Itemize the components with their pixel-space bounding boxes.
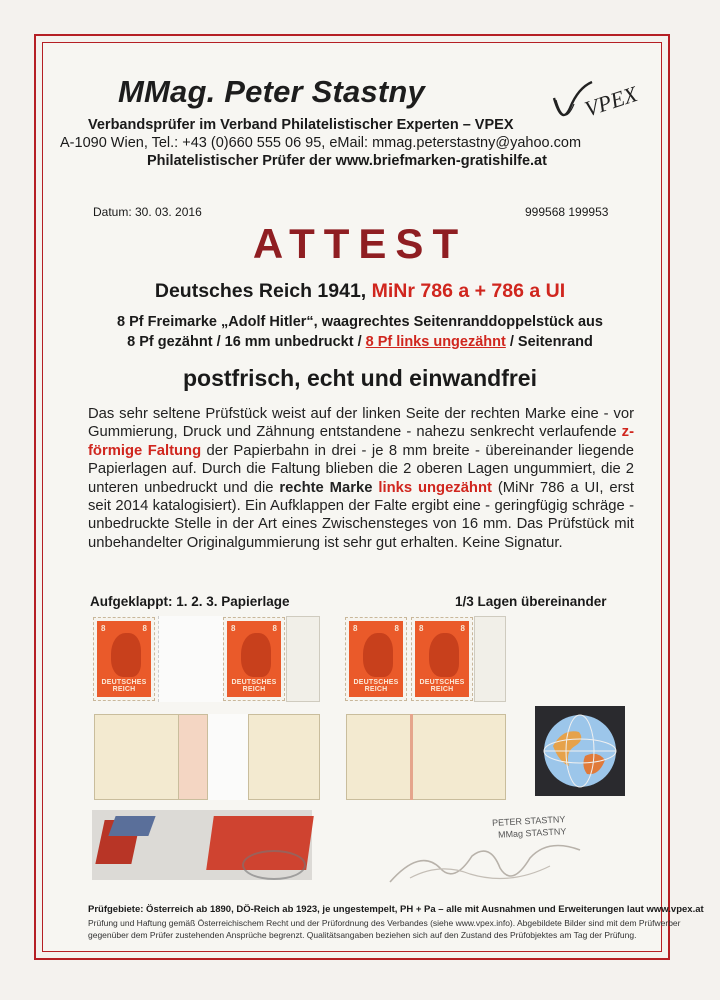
examiner-name: MMag. Peter Stastny — [118, 74, 425, 109]
stamp-right-a — [346, 618, 406, 700]
stamp-inscription: DEUTSCHES REICH — [353, 679, 399, 693]
sheet-margin — [474, 616, 506, 702]
signature-area — [360, 808, 600, 894]
stamp-pair-folded-back — [340, 710, 530, 802]
stamp-left-a — [94, 618, 154, 700]
item-description-line1: 8 Pf Freimarke „Adolf Hitler“, waagrechtes Seitenranddoppelstück aus — [117, 314, 603, 330]
stamp-inscription: DEUTSCHES REICH — [419, 679, 465, 693]
para-text-3: (MiNr 786 a UI, erst seit 2014 katalogisiert). Ein Aufklappen der Falte ergibt eine - geringfügig schräge - unbedruckte Stelle in der Art eines Zwischensteges von 16 mm. Das Prüfstück mit unbehandelter Originalgummierung ist sehr gut erhalten. Keine Signatur. — [88, 479, 635, 551]
portrait-icon — [241, 633, 271, 677]
stamp-value: 8 — [394, 624, 399, 633]
vpex-logo-text: VPEX — [581, 81, 641, 122]
fold-blue-layer — [108, 816, 155, 836]
stamp-value: 8 — [231, 624, 236, 633]
para-highlight-folding: z-förmige Faltung — [88, 424, 634, 459]
portrait-icon — [363, 633, 393, 677]
fold-layer — [178, 714, 208, 800]
attest-title: ATTEST — [252, 220, 468, 267]
desc-part-c: / Seitenrand — [505, 334, 593, 350]
sheet-margin — [286, 616, 320, 702]
stamp-inscription: DEUTSCHES REICH — [101, 679, 147, 693]
handwritten-signature — [380, 838, 590, 892]
fold-layer-white — [208, 714, 248, 800]
stamp-right-b — [412, 618, 472, 700]
hologram-globe-icon — [535, 706, 625, 796]
para-highlight-imperf: links ungezähnt — [378, 479, 492, 496]
item-country: Deutsches Reich 1941, — [154, 280, 367, 302]
footer-liability-1: Prüfung und Haftung gemäß Österreichischem Recht und der Prüfordnung des Verbandes (siehe www.vpex.info). Abgebildete Bilder sind mit dem Prüfwerber — [88, 918, 681, 928]
cancel-postmark — [242, 850, 306, 880]
signature-stamp-1: PETER STASTNY — [491, 814, 566, 828]
fold-line — [410, 714, 413, 800]
stamp-value: 8 — [419, 624, 424, 633]
header-line-contact: A-1090 Wien, Tel.: +43 (0)660 555 06 95, eMail: mmag.peterstastny@yahoo.com — [60, 135, 582, 151]
signature-stamp-2: MMag STASTNY — [497, 826, 567, 840]
stamp-pair-unfolded-front — [88, 612, 328, 704]
gummed-paper — [248, 714, 320, 800]
unprinted-gap — [158, 616, 223, 702]
header-line-association: Verbandsprüfer im Verband Philatelistischer Experten – VPEX — [88, 117, 514, 133]
certificate-date: Datum: 30. 03. 2016 — [93, 205, 202, 219]
stamp-pair-folded-front — [340, 612, 530, 704]
fold-detail-photo — [92, 810, 312, 880]
condition-statement: postfrisch, echt und einwandfrei — [183, 365, 537, 391]
item-heading — [58, 280, 662, 303]
stamp-left-b — [224, 618, 284, 700]
para-text-1: Das sehr seltene Prüfstück weist auf der linken Seite der rechten Marke eine - vor Gummierung, Druck und Zähnung entstandene - nahezu senkrecht verlaufende — [88, 406, 634, 441]
para-text-2: der Papierbahn in drei - je 8 mm breite - übereinander liegende Papierlagen auf. Durch die Faltung blieben die 2 oberen Lagen ungummiert, die 2 unteren unbedruckt und die — [88, 442, 634, 496]
footer-examination-areas: Prüfgebiete: Österreich ab 1890, DÖ-Reich ab 1923, je ungestempelt, PH + Pa – alle mit Ausnahmen und Erweiterungen laut www.vpex.at — [88, 904, 704, 915]
para-bold-right-stamp: rechte Marke — [279, 479, 379, 496]
image-label-unfolded: Aufgeklappt: 1. 2. 3. Papierlage — [90, 594, 290, 609]
stamp-value: 8 — [353, 624, 358, 633]
certificate-number: 999568 199953 — [525, 205, 609, 219]
stamp-inscription: DEUTSCHES REICH — [231, 679, 277, 693]
vpex-logo — [548, 68, 648, 132]
stamp-value: 8 — [460, 624, 465, 633]
footer-liability-2: gegenüber dem Prüfer zustehenden Ansprüche begrenzt. Qualitätsangaben beziehen sich auf den Zustand des Prüfobjektes am Tag der Prüfung. — [88, 930, 637, 940]
desc-part-a: 8 Pf gezähnt / 16 mm unbedruckt / — [127, 334, 366, 350]
item-description-line2 — [58, 334, 662, 350]
stamp-value: 8 — [272, 624, 277, 633]
portrait-icon — [429, 633, 459, 677]
stamp-value: 8 — [142, 624, 147, 633]
header-line-website: Philatelistischer Prüfer der www.briefmarken-gratishilfe.at — [147, 153, 547, 169]
description-paragraph — [88, 405, 634, 552]
stamp-pair-unfolded-back — [88, 710, 328, 802]
desc-part-highlight: 8 Pf links ungezähnt — [365, 334, 506, 350]
gummed-paper — [346, 714, 506, 800]
portrait-icon — [111, 633, 141, 677]
image-label-layers: 1/3 Lagen übereinander — [455, 594, 607, 609]
item-catalog-number: MiNr 786 a + 786 a UI — [371, 280, 566, 302]
stamp-value: 8 — [101, 624, 106, 633]
